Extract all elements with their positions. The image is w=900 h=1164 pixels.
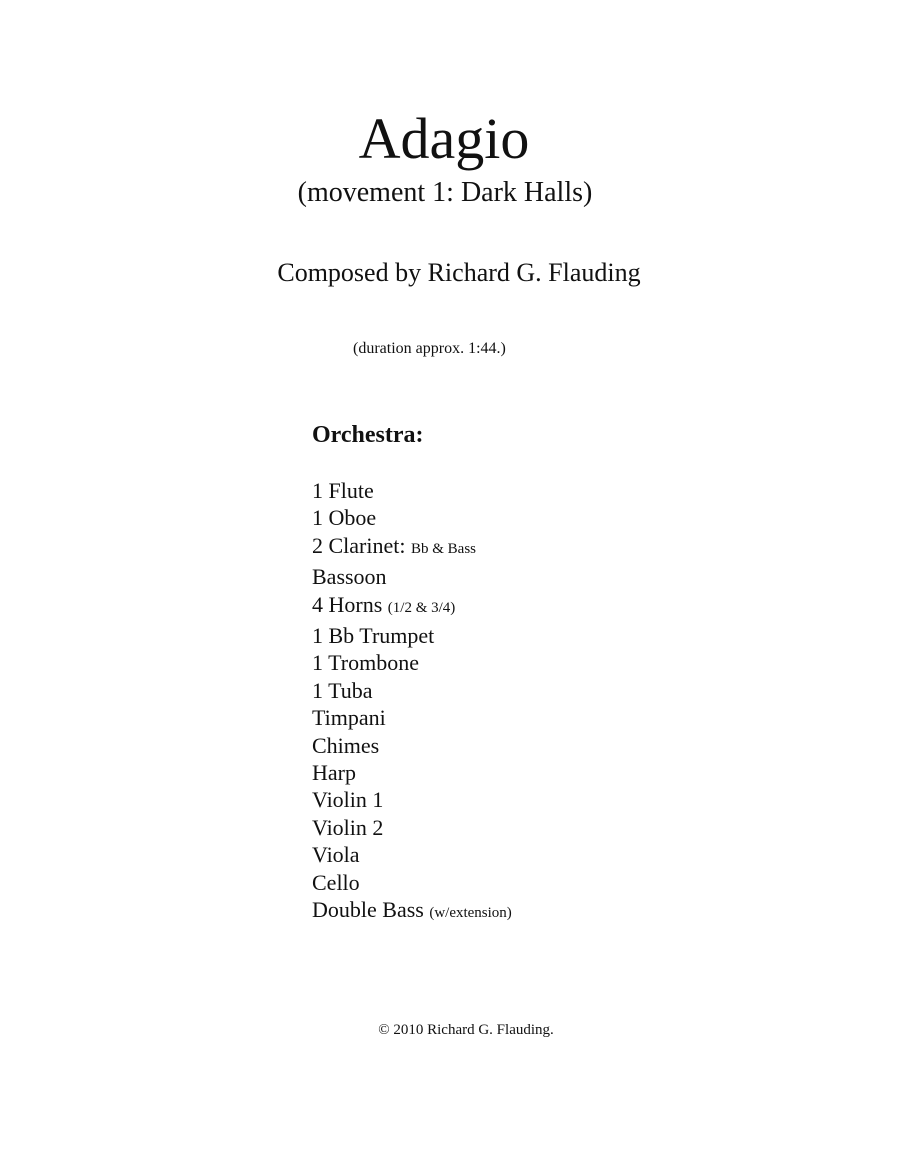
- instrument-item: [312, 704, 512, 731]
- instrument-name: 1 Oboe: [312, 505, 377, 531]
- instrument-note: (1/2 & 3/4): [387, 599, 456, 616]
- instrument-item: [312, 841, 512, 868]
- instrument-name: Chimes: [312, 732, 380, 758]
- instrument-item: [312, 869, 512, 896]
- instrument-item: [312, 677, 512, 704]
- instrument-item: [312, 896, 512, 927]
- instrument-name: Bassoon: [312, 564, 387, 590]
- instrument-item: [312, 622, 512, 649]
- instrument-item: [312, 649, 512, 676]
- instrument-note: (w/extension): [429, 905, 512, 922]
- instrument-item: [312, 532, 512, 563]
- duration-note: (duration approx. 1:44.): [353, 340, 506, 357]
- instrument-name: 1 Tuba: [312, 677, 373, 703]
- instrument-name: Double Bass: [312, 897, 424, 923]
- instrument-name: Violin 1: [312, 787, 384, 813]
- instrument-name: 1 Trombone: [312, 650, 419, 676]
- orchestra-heading: Orchestra:: [312, 422, 424, 448]
- instrument-item: [312, 814, 512, 841]
- instrument-name: 1 Flute: [312, 478, 374, 503]
- movement-subtitle: (movement 1: Dark Halls): [297, 177, 593, 208]
- instrument-item: [312, 563, 512, 590]
- copyright-notice: © 2010 Richard G. Flauding.: [378, 1022, 554, 1038]
- instrument-item: [312, 759, 512, 786]
- instrument-name: 1 Bb Trumpet: [312, 623, 435, 649]
- instrument-item: [312, 732, 512, 759]
- instrument-note: Bb & Bass: [410, 540, 476, 557]
- instrument-item: [312, 786, 512, 813]
- instrument-item: [312, 504, 512, 531]
- instrument-item: [312, 591, 512, 622]
- instrument-list: [312, 477, 512, 928]
- instrument-name: Cello: [312, 869, 360, 895]
- composer-credit: Composed by Richard G. Flauding: [277, 258, 641, 287]
- instrument-name: Timpani: [312, 705, 386, 731]
- instrument-name: Viola: [312, 842, 360, 868]
- page-title: Adagio: [358, 106, 530, 171]
- instrument-name: Violin 2: [312, 814, 384, 840]
- instrument-name: 4 Horns: [312, 591, 383, 617]
- instrument-name: Harp: [312, 760, 356, 786]
- instrument-name: 2 Clarinet:: [312, 532, 406, 558]
- instrument-item: [312, 477, 512, 504]
